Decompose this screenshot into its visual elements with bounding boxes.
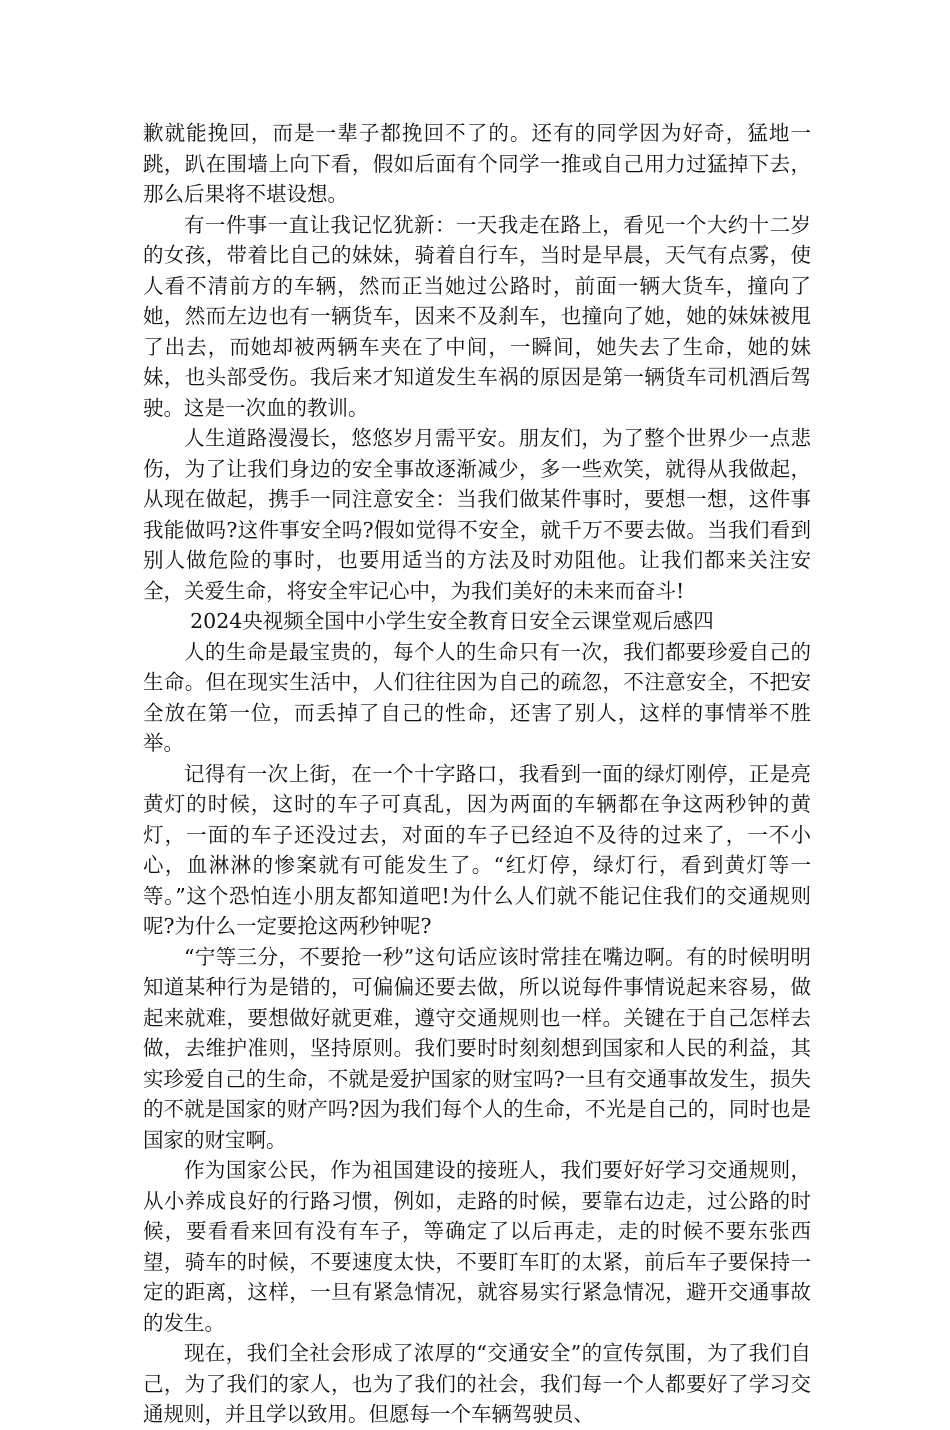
section-heading: 2024央视频全国中小学生安全教育日安全云课堂观后感四 [190,609,714,633]
paragraph-society-atmosphere: 现在，我们全社会形成了浓厚的“交通安全”的宣传氛围，为了我们自己，为了我们的家人，也为了我们的社会，我们每一个人都要好了学习交通规则，并且学以致用。但愿每一个车辆驾驶员、 [143,1341,811,1426]
paragraph-yellow-light: 记得有一次上街，在一个十字路口，我看到一面的绿灯刚停，正是亮黄灯的时候，这时的车子可真乱，因为两面的车辆都在争这两秒钟的黄灯，一面的车子还没过去，对面的车子已经迫不及待的过来了，一不小心，血淋淋的惨案就有可能发生了。“红灯停，绿灯行，看到黄灯等一等。”这个恐怕连小朋友都知道吧!为什么人们就不能记住我们的交通规则呢?为什么一定要抢这两秒钟呢? [143,761,811,938]
document-page [143,118,811,1430]
paragraph-wait-three-minutes: “宁等三分，不要抢一秒”这句话应该时常挂在嘴边啊。有的时候明明知道某种行为是错的，可偏偏还要去做，所以说每件事情说起来容易，做起来就难，要想做好就更难，遵守交通规则也一样。关键在于自己怎样去做，去维护准则，坚持原则。我们要时时刻刻想到国家和人民的利益，其实珍爱自己的生命，不就是爱护国家的财宝吗?一旦有交通事故发生，损失的不就是国家的财产吗?因为我们每个人的生命，不光是自己的，同时也是国家的财宝啊。 [143,944,811,1152]
paragraph-life-precious: 人的生命是最宝贵的，每个人的生命只有一次，我们都要珍爱自己的生命。但在现实生活中，人们往往因为自己的疏忽，不注意安全，不把安全放在第一位，而丢掉了自己的性命，还害了别人，这样的事情举不胜举。 [143,639,811,755]
paragraph-citizen-duty: 作为国家公民，作为祖国建设的接班人，我们要好好学习交通规则，从小养成良好的行路习惯，例如，走路的时候，要靠右边走，过公路的时候，要看看来回有没有车子，等确定了以后再走，走的时候不要东张西望，骑车的时候，不要速度太快，不要盯车盯的太紧，前后车子要保持一定的距离，这样，一旦有紧急情况，就容易实行紧急情况，避开交通事故的发生。 [143,1158,811,1335]
paragraph-continuation: 歉就能挽回，而是一辈子都挽回不了的。还有的同学因为好奇，猛地一跳，趴在围墙上向下看，假如后面有个同学一推或自己用力过猛掉下去，那么后果将不堪设想。 [143,121,811,206]
paragraph-accident-story: 有一件事一直让我记忆犹新：一天我走在路上，看见一个大约十二岁的女孩，带着比自己的妹妹，骑着自行车，当时是早晨，天气有点雾，使人看不清前方的车辆，然而正当她过公路时，前面一辆大货车，撞向了她，然而左边也有一辆货车，因来不及刹车，也撞向了她，她的妹妹被甩了出去，而她却被两辆车夹在了中间，一瞬间，她失去了生命，她的妹妹，也头部受伤。我后来才知道发生车祸的原因是第一辆货车司机酒后驾驶。这是一次血的教训。 [143,212,811,420]
paragraph-safety-appeal: 人生道路漫漫长，悠悠岁月需平安。朋友们，为了整个世界少一点悲伤，为了让我们身边的安全事故逐渐减少，多一些欢笑，就得从我做起，从现在做起，携手一同注意安全：当我们做某件事时，要想一想，这件事我能做吗?这件事安全吗?假如觉得不安全，就千万不要去做。当我们看到别人做危险的事时，也要用适当的方法及时劝阻他。让我们都来关注安全，关爱生命，将安全牢记心中，为我们美好的未来而奋斗! [143,426,811,603]
